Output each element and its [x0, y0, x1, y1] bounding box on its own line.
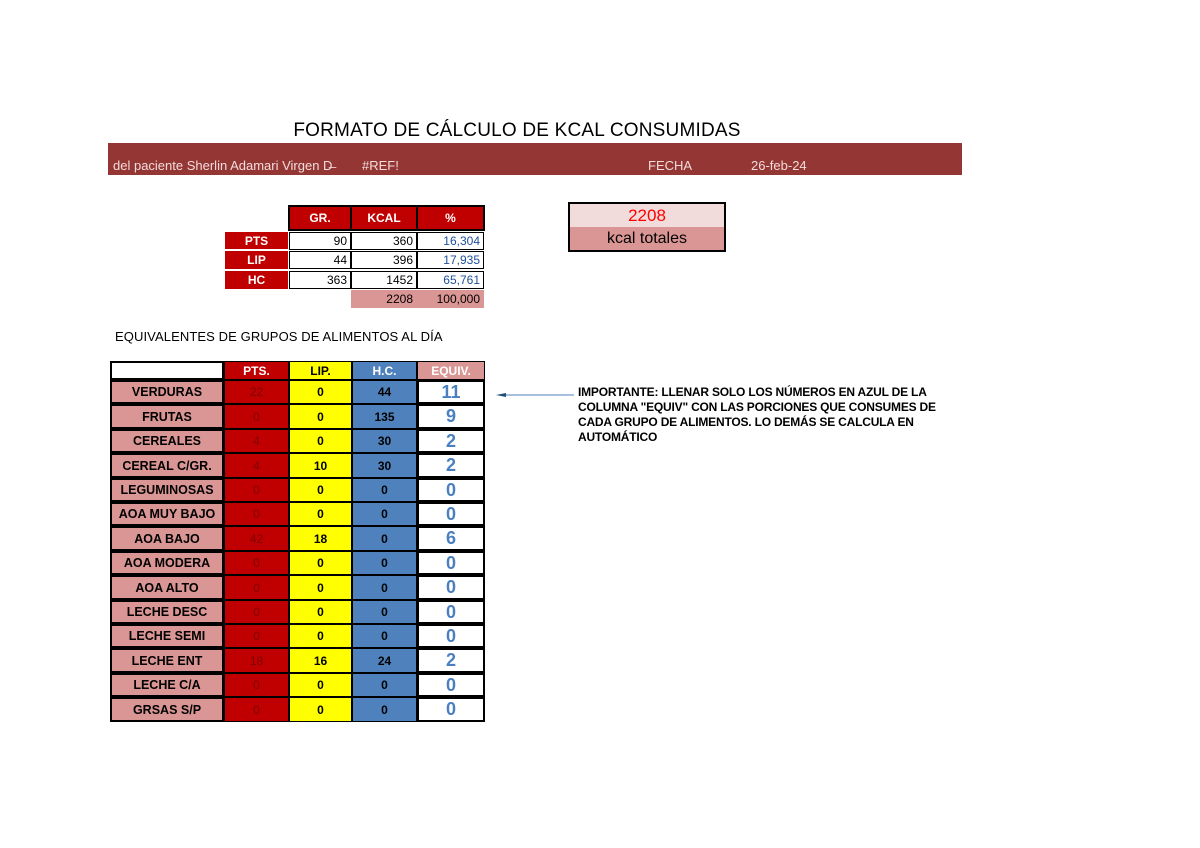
- food-value-hc: 0: [352, 624, 417, 648]
- food-value-lip: 0: [289, 673, 352, 697]
- food-value-pts: 0: [224, 697, 289, 722]
- food-value-lip: 0: [289, 600, 352, 624]
- note-lead: IMPORTANTE:: [578, 385, 659, 399]
- food-value-hc: 30: [352, 453, 417, 478]
- food-value-lip: 16: [289, 648, 352, 673]
- food-value-pts: 0: [224, 673, 289, 697]
- macro-cell[interactable]: 396: [351, 251, 417, 269]
- food-header-blank: [110, 361, 224, 380]
- equiv-input[interactable]: 0: [417, 624, 485, 648]
- macro-cell[interactable]: 17,935: [417, 251, 484, 269]
- arrow-icon: [496, 391, 576, 399]
- food-value-pts: 18: [224, 648, 289, 673]
- equiv-input[interactable]: 11: [417, 380, 485, 404]
- food-value-hc: 30: [352, 429, 417, 453]
- food-value-pts: 0: [224, 551, 289, 575]
- macro-cell[interactable]: 1452: [351, 271, 417, 289]
- food-header-pts: PTS.: [224, 361, 289, 380]
- food-value-lip: 0: [289, 502, 352, 526]
- macro-cell[interactable]: 363: [289, 271, 351, 289]
- food-group-name: CEREAL C/GR.: [110, 453, 224, 478]
- food-header-hc: H.C.: [352, 361, 417, 380]
- kcal-total-label: kcal totales: [570, 227, 724, 250]
- macro-total-pct: 100,000: [417, 290, 484, 308]
- food-value-pts: 4: [224, 429, 289, 453]
- food-group-name: GRSAS S/P: [110, 697, 224, 722]
- macro-cell[interactable]: 65,761: [417, 271, 484, 289]
- food-header-equiv: EQUIV.: [417, 361, 485, 380]
- food-group-name: CEREALES: [110, 429, 224, 453]
- food-value-hc: 135: [352, 404, 417, 429]
- macro-row-label-pts: PTS: [224, 231, 289, 250]
- kcal-total-value: 2208: [570, 204, 724, 227]
- food-value-pts: 0: [224, 600, 289, 624]
- food-group-name: AOA MUY BAJO: [110, 502, 224, 526]
- food-group-name: LECHE SEMI: [110, 624, 224, 648]
- food-value-hc: 0: [352, 575, 417, 600]
- equiv-input[interactable]: 0: [417, 673, 485, 697]
- macro-cell[interactable]: 16,304: [417, 232, 484, 250]
- food-value-hc: 0: [352, 551, 417, 575]
- macro-cell[interactable]: 44: [289, 251, 351, 269]
- equiv-input[interactable]: 0: [417, 478, 485, 502]
- food-group-name: AOA ALTO: [110, 575, 224, 600]
- fecha-value: 26-feb-24: [751, 158, 807, 173]
- macro-cell[interactable]: 90: [289, 232, 351, 250]
- food-group-name: VERDURAS: [110, 380, 224, 404]
- equiv-input[interactable]: 0: [417, 697, 485, 722]
- food-value-hc: 0: [352, 673, 417, 697]
- food-value-hc: 44: [352, 380, 417, 404]
- food-group-name: LECHE DESC: [110, 600, 224, 624]
- fecha-label: FECHA: [648, 158, 693, 173]
- food-value-lip: 10: [289, 453, 352, 478]
- equiv-input[interactable]: 0: [417, 502, 485, 526]
- food-group-name: LEGUMINOSAS: [110, 478, 224, 502]
- macro-row-label-hc: HC: [224, 270, 289, 290]
- food-value-pts: 4: [224, 453, 289, 478]
- macro-total-kcal: 2208: [351, 290, 417, 308]
- food-header-lip: LIP.: [289, 361, 352, 380]
- macro-header-kcal: KCAL: [350, 205, 418, 231]
- food-value-lip: 0: [289, 551, 352, 575]
- equiv-input[interactable]: 9: [417, 404, 485, 429]
- food-group-name: AOA MODERA: [110, 551, 224, 575]
- equiv-input[interactable]: 0: [417, 575, 485, 600]
- patient-header-band: [108, 143, 962, 175]
- food-value-pts: 42: [224, 526, 289, 551]
- food-value-pts: 0: [224, 478, 289, 502]
- macro-cell[interactable]: 360: [351, 232, 417, 250]
- equiv-input[interactable]: 2: [417, 648, 485, 673]
- food-value-lip: 18: [289, 526, 352, 551]
- equiv-input[interactable]: 0: [417, 600, 485, 624]
- food-value-lip: 0: [289, 404, 352, 429]
- macro-header-pct: %: [416, 205, 485, 231]
- food-value-hc: 0: [352, 478, 417, 502]
- food-group-name: LECHE ENT: [110, 648, 224, 673]
- food-value-lip: 0: [289, 429, 352, 453]
- macro-row-label-lip: LIP: [224, 250, 289, 270]
- patient-name: del paciente Sherlin Adamari Virgen D̶: [113, 158, 333, 173]
- kcal-total-box: [568, 202, 726, 252]
- equiv-input[interactable]: 0: [417, 551, 485, 575]
- equiv-input[interactable]: 2: [417, 453, 485, 478]
- food-value-hc: 24: [352, 648, 417, 673]
- food-value-lip: 0: [289, 697, 352, 722]
- food-group-name: LECHE C/A: [110, 673, 224, 697]
- food-value-lip: 0: [289, 575, 352, 600]
- food-value-pts: 0: [224, 502, 289, 526]
- equiv-input[interactable]: 6: [417, 526, 485, 551]
- food-value-hc: 0: [352, 600, 417, 624]
- macro-header-gr: GR.: [288, 205, 352, 231]
- food-value-pts: 0: [224, 624, 289, 648]
- food-value-pts: 0: [224, 404, 289, 429]
- food-value-hc: 0: [352, 502, 417, 526]
- food-value-pts: 0: [224, 575, 289, 600]
- food-value-lip: 0: [289, 380, 352, 404]
- food-group-name: AOA BAJO: [110, 526, 224, 551]
- food-value-hc: 0: [352, 526, 417, 551]
- important-note: [578, 385, 968, 445]
- food-group-name: FRUTAS: [110, 404, 224, 429]
- food-value-lip: 0: [289, 478, 352, 502]
- ref-error: #REF!: [362, 158, 399, 173]
- equiv-input[interactable]: 2: [417, 429, 485, 453]
- food-value-lip: 0: [289, 624, 352, 648]
- food-value-pts: 22: [224, 380, 289, 404]
- note-body: LLENAR SOLO LOS NÚMEROS EN AZUL DE LA COLUMNA "EQUIV" CON LAS PORCIONES QUE CONSUMES DE CADA GRUPO DE ALIMENTOS. LO DEMÁS SE CALCULA EN AUTOMÁTICO: [578, 385, 936, 444]
- page-title: FORMATO DE CÁLCULO DE KCAL CONSUMIDAS: [293, 120, 741, 141]
- food-value-hc: 0: [352, 697, 417, 722]
- equivalents-title: EQUIVALENTES DE GRUPOS DE ALIMENTOS AL DÍA: [115, 329, 443, 344]
